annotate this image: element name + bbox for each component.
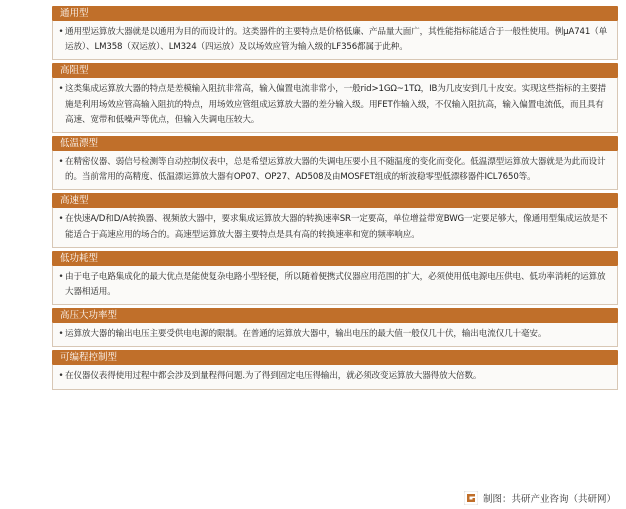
gongyan-logo-icon [464,491,478,505]
section-title: 低温漂型 [52,136,618,151]
section-body [52,266,618,305]
bullet-icon: • [58,84,64,95]
section-body [52,365,618,389]
bullet-icon: • [58,329,64,340]
section-text: 在仪器仪表得使用过程中都会涉及到量程得问题.为了得到固定电压得输出，就必须改变运算放大器得放大倍数。 [65,371,482,382]
section-body [52,323,618,347]
section-high-impedance [52,63,618,133]
footer-credit [464,491,616,505]
section-body [52,151,618,190]
section-high-speed [52,193,618,247]
footer-text: 制图：共研产业咨询（共研网） [482,494,616,505]
section-body [52,208,618,247]
section-title: 可编程控制型 [52,350,618,365]
section-high-voltage [52,308,618,347]
section-body [52,78,618,133]
section-title: 高速型 [52,193,618,208]
section-low-drift [52,136,618,190]
section-text: 在精密仪器、弱信号检测等自动控制仪表中，总是希望运算放大器的失调电压要小且不随温度的变化而变化。低温漂型运算放大器就是为此而设计的。当前常用的高精度、低温漂运算放大器有OP07、OP27、AD508及由MOSFET组成的斩波稳零型低漂移器件ICL7650等。 [65,157,606,183]
bullet-icon: • [58,27,64,37]
section-text: 通用型运算放大器就是以通用为目的而设计的。这类器件的主要特点是价格低廉、产品量大面广，其性能指标能适合于一般性使用。例μA741（单运放）、LM358（双运放）、LM324（四运放）及以场效应管为输入级的LF356都属于此种。 [65,27,608,53]
section-title: 低功耗型 [52,251,618,266]
section-title: 高阻型 [52,63,618,78]
section-text: 在快速A/D和D/A转换器、视频放大器中，要求集成运算放大器的转换速率SR一定要高，单位增益带宽BWG一定要足够大，像通用型集成运放是不能适合于高速应用的场合的。高速型运算放大器主要特点是具有高的转换速率和宽的频率响应。 [65,214,608,240]
bullet-icon: • [58,371,64,382]
section-programmable [52,350,618,389]
bullet-icon: • [58,214,64,225]
section-title: 通用型 [52,6,618,21]
section-general-purpose [52,6,618,60]
bullet-icon: • [58,271,64,282]
section-low-power [52,251,618,305]
bullet-icon: • [58,157,64,168]
category-list [52,6,618,393]
section-text: 运算放大器的输出电压主要受供电电源的限制。在普通的运算放大器中，输出电压的最大值一般仅几十伏，输出电流仅几十毫安。 [65,329,547,340]
section-text: 由于电子电路集成化的最大优点是能使复杂电路小型轻便，所以随着便携式仪器应用范围的扩大，必须使用低电源电压供电、低功率消耗的运算放大器相适用。 [65,271,606,298]
section-text: 这类集成运算放大器的特点是差模输入阻抗非常高，输入偏置电流非常小，一般rid>1GΩ~1TΩ，IB为几皮安到几十皮安。实现这些指标的主要措施是利用场效应管高输入阻抗的特点，用场效应管组成运算放大器的差分输入级。用FET作输入级，不仅输入阻抗高，输入偏置电流低，而且具有高速、宽带和低噪声等优点，但输入失调电压较大。 [65,84,607,125]
section-body [52,21,618,60]
section-title: 高压大功率型 [52,308,618,323]
